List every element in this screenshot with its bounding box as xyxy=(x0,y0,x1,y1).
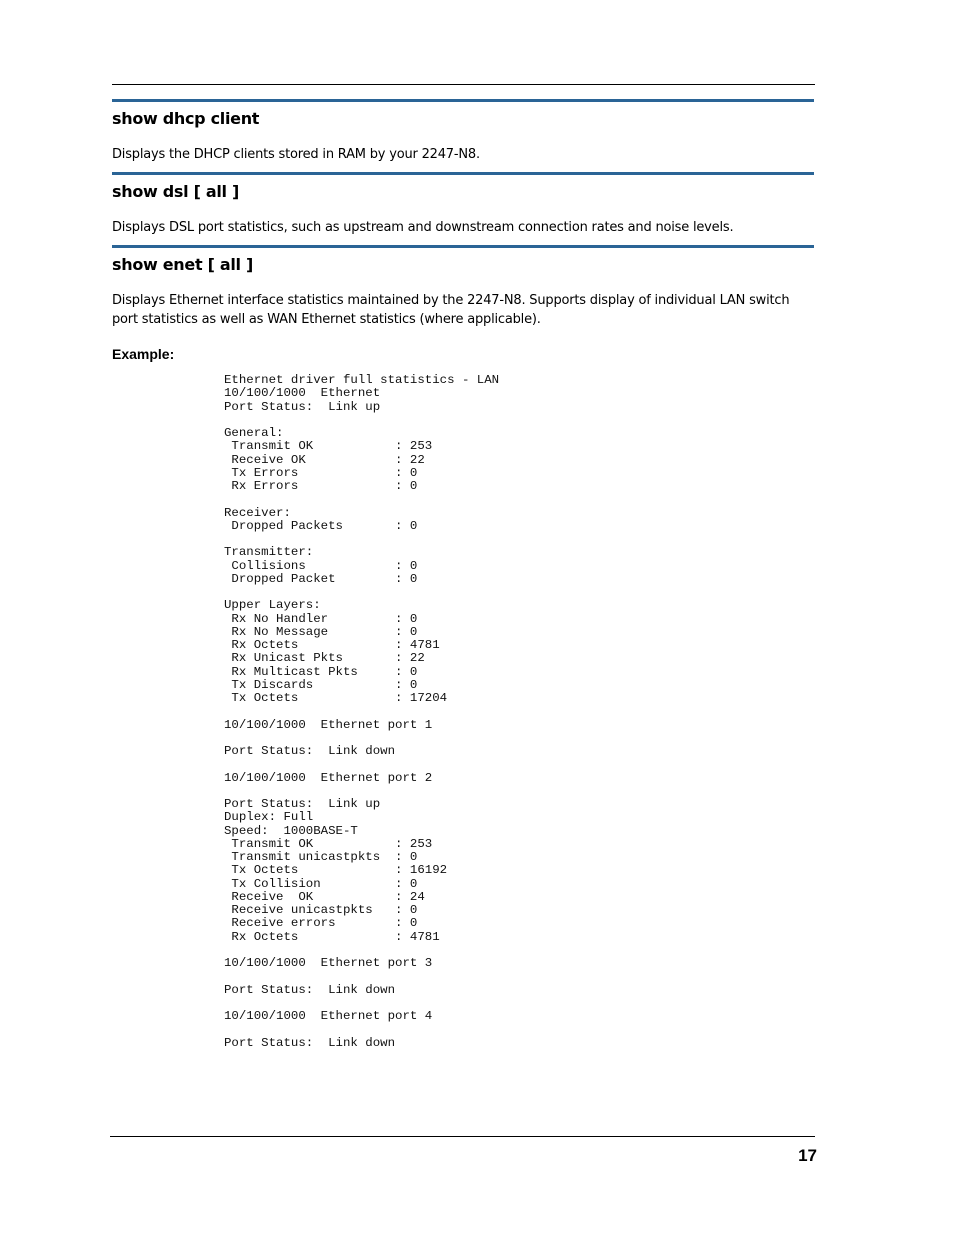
heading-show-dhcp-client: show dhcp client xyxy=(112,109,260,128)
description-show-dhcp-client: Displays the DHCP clients stored in RAM by your 2247-N8. xyxy=(112,147,480,162)
section-divider-enet xyxy=(112,245,814,248)
section-divider-dsl xyxy=(112,172,814,175)
example-label: Example: xyxy=(112,346,175,362)
description-show-enet: Displays Ethernet interface statistics maintained by the 2247-N8. Supports display of individual LAN switch port statistics as well as WAN Ethernet statistics (where applicable). xyxy=(112,293,790,327)
heading-show-dsl: show dsl [ all ] xyxy=(112,182,240,201)
page-number: 17 xyxy=(798,1146,817,1165)
heading-show-enet: show enet [ all ] xyxy=(112,255,254,274)
header-rule xyxy=(112,84,815,85)
description-show-dsl: Displays DSL port statistics, such as upstream and downstream connection rates and noise levels. xyxy=(112,220,734,235)
section-divider-dhcp xyxy=(112,99,814,102)
footer-rule xyxy=(110,1136,815,1137)
example-output: Ethernet driver full statistics - LAN 10/100/1000 Ethernet Port Status: Link up General: Transmit OK : 253 Receive OK : 22 Tx Errors : 0 Rx Errors : 0 Receiver: Dropped Packets : 0 Transmitter: Collisions : 0 Dropped Packet : 0 Upper Layers: Rx No Handler : 0 Rx No Message : 0 Rx Octets : 4781 Rx Unicast Pkts : 22 Rx Multicast Pkts : 0 Tx Discards : 0 Tx Octets : 17204 10/100/1000 Ethernet port 1 Port Status: Link down 10/100/1000 Ethernet port 2 Port Status: Link up Duplex: Full Speed: 1000BASE-T Transmit OK : 253 Transmit unicastpkts : 0 Tx Octets : 16192 Tx Collision : 0 Receive OK : 24 Receive unicastpkts : 0 Receive errors : 0 Rx Octets : 4781 10/100/1000 Ethernet port 3 Port Status: Link down 10/100/1000 Ethernet port 4 Port Status: Link down xyxy=(224,373,500,1050)
